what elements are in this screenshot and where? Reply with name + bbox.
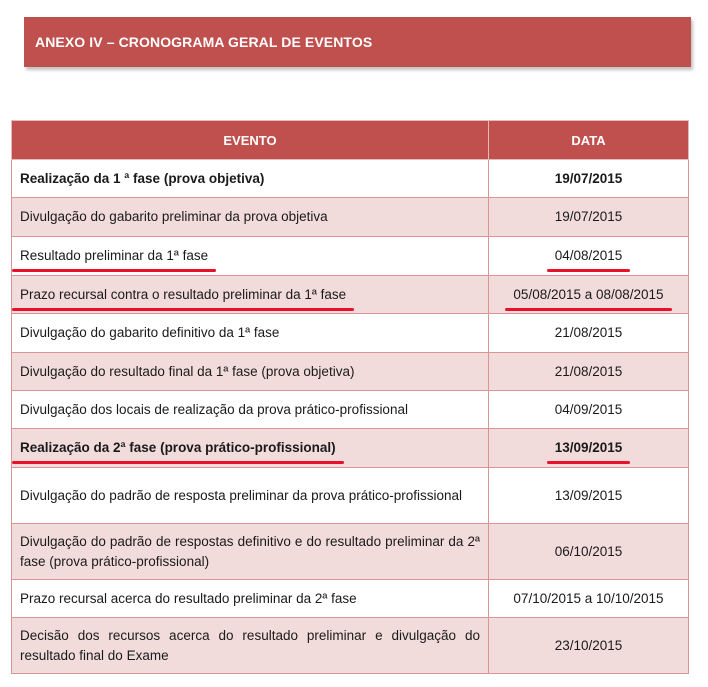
event-text: Prazo recursal acerca do resultado preliminar da 2ª fase xyxy=(20,590,357,606)
event-text-underlined: Realização da 2ª fase (prova prático-profissional) xyxy=(20,438,336,458)
event-cell xyxy=(12,314,489,353)
table-row xyxy=(12,468,689,524)
column-header-event: EVENTO xyxy=(12,121,489,160)
date-text: 19/07/2015 xyxy=(554,209,623,224)
date-text-underlined: 04/08/2015 xyxy=(555,246,623,266)
event-text: Divulgação do resultado final da 1ª fase (prova objetiva) xyxy=(20,363,355,379)
event-cell xyxy=(12,160,489,198)
date-text: 19/07/2015 xyxy=(554,170,623,186)
event-cell xyxy=(12,524,489,580)
event-text-underlined: Prazo recursal contra o resultado preliminar da 1ª fase xyxy=(20,285,346,305)
table-header-row xyxy=(12,121,689,160)
date-text-underlined: 05/08/2015 a 08/08/2015 xyxy=(513,285,663,305)
column-header-date: DATA xyxy=(489,121,689,160)
event-cell xyxy=(12,276,489,314)
event-cell xyxy=(12,353,489,391)
table-row xyxy=(12,314,689,353)
date-cell xyxy=(489,618,689,674)
event-cell xyxy=(12,618,489,674)
table-row xyxy=(12,160,689,198)
date-cell xyxy=(489,468,689,524)
date-text: 07/10/2015 a 10/10/2015 xyxy=(513,590,664,606)
annex-banner xyxy=(24,17,691,67)
event-text: Decisão dos recursos acerca do resultado preliminar e divulgação do resultado final do Exame xyxy=(20,627,480,663)
event-text: Divulgação do gabarito preliminar da prova objetiva xyxy=(20,209,328,224)
date-text: 21/08/2015 xyxy=(554,325,623,340)
date-text: 04/09/2015 xyxy=(554,401,623,417)
date-cell xyxy=(489,314,689,353)
table-row xyxy=(12,429,689,468)
table-row xyxy=(12,198,689,237)
event-text-underlined: Resultado preliminar da 1ª fase xyxy=(20,246,208,266)
event-cell xyxy=(12,468,489,524)
date-cell xyxy=(489,391,689,429)
event-text: Divulgação dos locais de realização da prova prático-profissional xyxy=(20,401,408,417)
date-text: 23/10/2015 xyxy=(554,637,623,653)
table-row xyxy=(12,353,689,391)
table-row xyxy=(12,618,689,674)
date-cell xyxy=(489,160,689,198)
date-cell xyxy=(489,237,689,276)
date-cell xyxy=(489,524,689,580)
table-row xyxy=(12,524,689,580)
event-text: Divulgação do padrão de resposta preliminar da prova prático-profissional xyxy=(20,487,462,503)
table-row xyxy=(12,580,689,618)
date-cell xyxy=(489,353,689,391)
event-text: Divulgação do gabarito definitivo da 1ª fase xyxy=(20,325,280,340)
event-cell xyxy=(12,198,489,237)
event-text: Divulgação do padrão de respostas definitivo e do resultado preliminar da 2ª fase (prova prático-profissional) xyxy=(20,533,480,569)
schedule-table xyxy=(11,120,689,674)
date-text: 21/08/2015 xyxy=(554,363,623,379)
event-cell xyxy=(12,580,489,618)
date-cell xyxy=(489,429,689,468)
date-cell xyxy=(489,276,689,314)
annex-title: ANEXO IV – CRONOGRAMA GERAL DE EVENTOS xyxy=(35,34,373,50)
event-cell xyxy=(12,237,489,276)
date-cell xyxy=(489,580,689,618)
table-row xyxy=(12,276,689,314)
table-row xyxy=(12,237,689,276)
date-cell xyxy=(489,198,689,237)
event-cell xyxy=(12,391,489,429)
event-cell xyxy=(12,429,489,468)
event-text: Realização da 1 ª fase (prova objetiva) xyxy=(20,170,265,186)
table-row xyxy=(12,391,689,429)
date-text-underlined: 13/09/2015 xyxy=(555,438,623,458)
date-text: 13/09/2015 xyxy=(554,487,623,503)
date-text: 06/10/2015 xyxy=(554,543,623,559)
